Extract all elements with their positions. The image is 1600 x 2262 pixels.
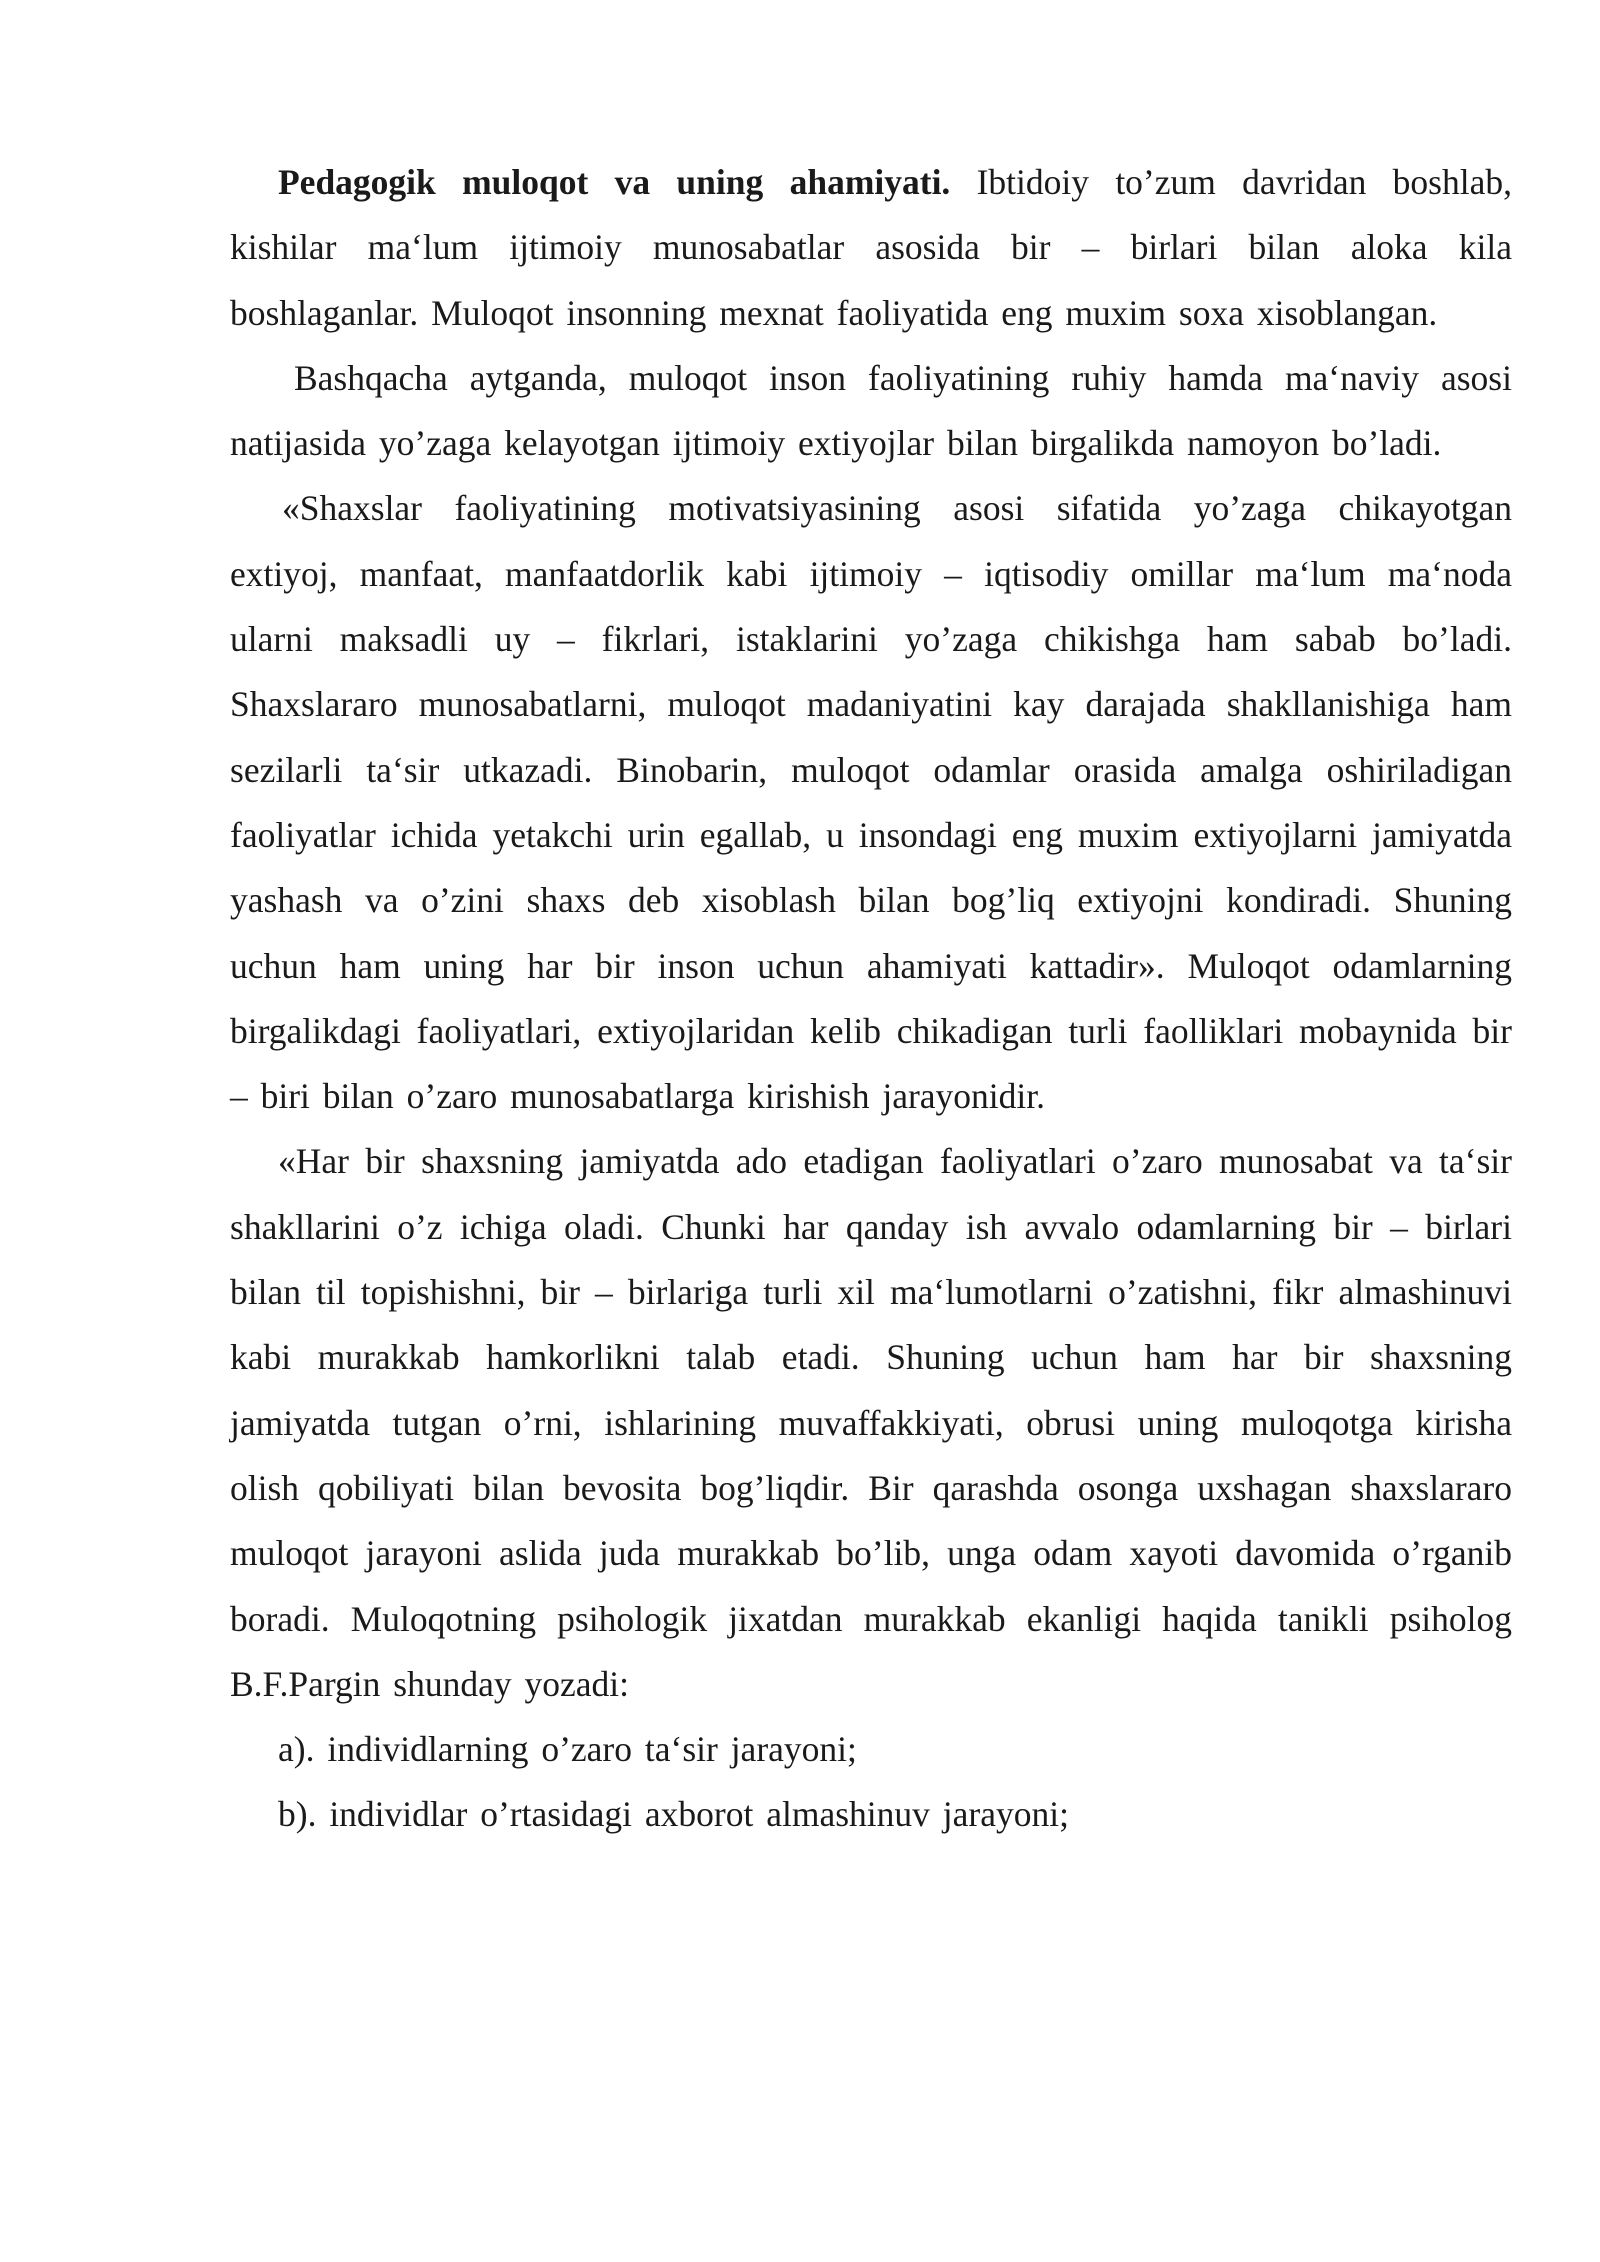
paragraph-3 bbox=[230, 476, 1512, 1129]
paragraph-4 bbox=[230, 1129, 1512, 1717]
paragraph-3-text: «Shaxslar faoliyatining motivatsiyasining asosi sifatida yo’zaga chikayotgan extiyoj, manfaat, manfaatdorlik kabi ijtimoiy – iqtisodiy omillar ma‘lum ma‘noda ularni maksadli uy – fikrlari, istaklarini yo’zaga chikishga ham sabab bo’ladi. Shaxslararo munosabatlarni, muloqot madaniyatini kay darajada shakllanishiga ham sezilarli ta‘sir utkazadi. Binobarin, muloqot odamlar orasida amalga oshiriladigan faoliyatlar ichida yetakchi urin egallab, u insondagi eng muxim extiyojlarni jamiyatda yashash va o’zini shaxs deb xisoblash bilan bog’liq extiyojni kondiradi. Shuning uchun ham uning har bir inson uchun ahamiyati kattadir». Muloqot odamlarning birgalikdagi faoliyatlari, extiyojlaridan kelib chikadigan turli faolliklari mobaynida bir – biri bilan o’zaro munosabatlarga kirishish jarayonidir. bbox=[230, 488, 1512, 1117]
section-heading: Pedagogik muloqot va uning ahamiyati. bbox=[278, 162, 951, 202]
document-body bbox=[230, 150, 1512, 1848]
paragraph-2-text: Bashqacha aytganda, muloqot inson faoliyatining ruhiy hamda ma‘naviy asosi natijasida yo’zaga kelayotgan ijtimoiy extiyojlar bilan birgalikda namoyon bo’ladi. bbox=[230, 357, 1512, 464]
paragraph-4-text: «Har bir shaxsning jamiyatda ado etadigan faoliyatlari o’zaro munosabat va ta‘sir shakllarini o’z ichiga oladi. Chunki har qanday ish avvalo odamlarning bir – birlari bilan til topishishni, bir – birlariga turli xil ma‘lumotlarni o’zatishni, fikr almashinuvi kabi murakkab hamkorlikni talab etadi. Shuning uchun ham har bir shaxsning jamiyatda tutgan o’rni, ishlarining muvaffakkiyati, obrusi uning muloqotga kirisha olish qobiliyati bilan bevosita bog’liqdir. Bir qarashda osonga uxshagan shaxslararo muloqot jarayoni aslida juda murakkab bo’lib, unga odam xayoti davomida o’rganib boradi. Muloqotning psihologik jixatdan murakkab ekanligi haqida tanikli psiholog B.F.Pargin shunday yozadi: bbox=[230, 1141, 1512, 1704]
list-item-b: b). individlar o’rtasidagi axborot almashinuv jarayoni; bbox=[278, 1794, 1069, 1835]
paragraph-1-text: Ibtidoiy to’zum davridan boshlab, kishilar ma‘lum ijtimoiy munosabatlar asosida bir – birlari bilan aloka kila boshlaganlar. Muloqot insonning mexnat faoliyatida eng muxim soxa xisoblangan. bbox=[230, 162, 1512, 333]
list-item-a: a). individlarning o’zaro ta‘sir jarayoni; bbox=[278, 1729, 857, 1770]
paragraph-1 bbox=[230, 150, 1512, 346]
paragraph-2 bbox=[230, 346, 1512, 477]
